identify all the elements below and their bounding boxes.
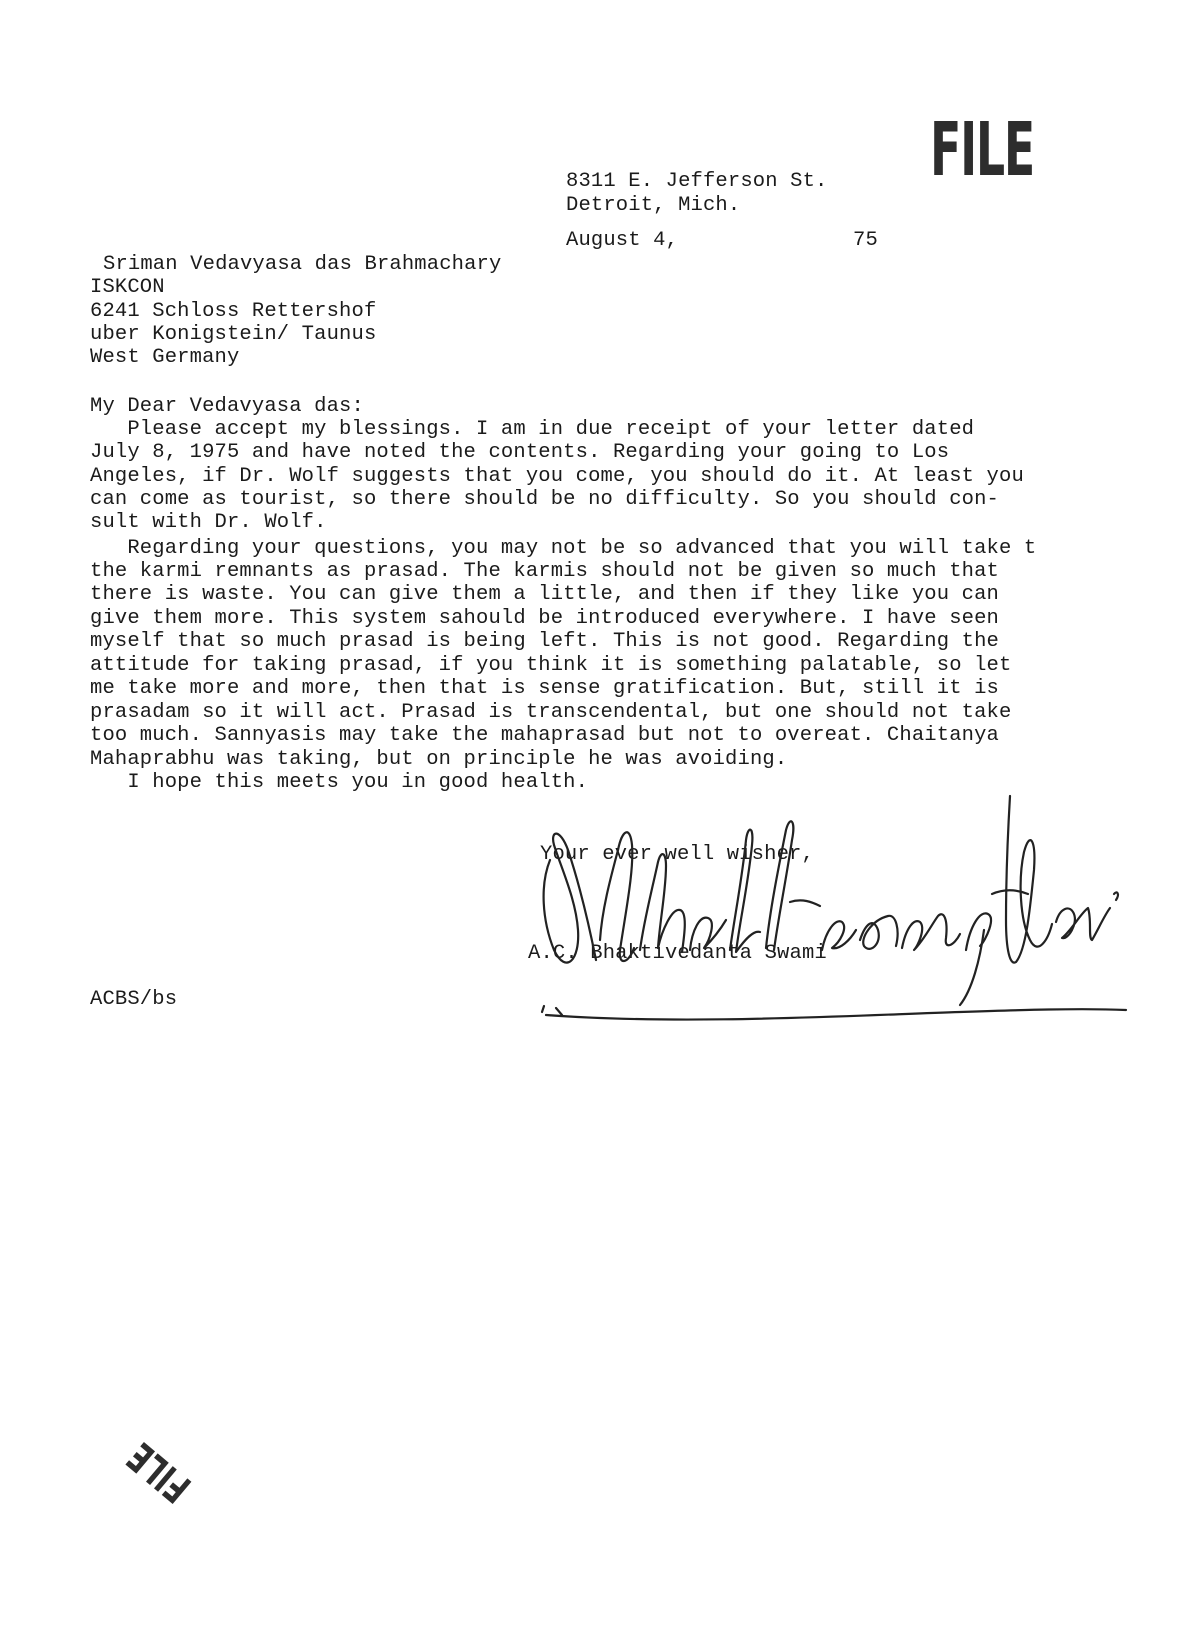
recipient-name: Sriman Vedavyasa das Brahmachary (103, 253, 502, 276)
recipient-line-5: West Germany (90, 346, 240, 369)
body-line: I hope this meets you in good health. (90, 771, 589, 794)
body-line: can come as tourist, so there should be no difficulty. So you should con- (90, 488, 999, 511)
body-line: attitude for taking prasad, if you think it is something palatable, so let (90, 654, 1012, 677)
sender-address-line-1: 8311 E. Jefferson St. (566, 170, 828, 193)
handwritten-signature (540, 790, 1130, 1070)
body-line: give them more. This system sahould be introduced everywhere. I have seen (90, 607, 999, 630)
reference-initials: ACBS/bs (90, 988, 178, 1011)
salutation: My Dear Vedavyasa das: (90, 395, 364, 418)
body-line: too much. Sannyasis may take the mahaprasad but not to overeat. Chaitanya (90, 724, 999, 747)
body-line: there is waste. You can give them a little, and then if they like you can (90, 583, 999, 606)
body-line: prasadam so it will act. Prasad is transcendental, but one should not take (90, 701, 1012, 724)
body-line: Please accept my blessings. I am in due receipt of your letter dated (90, 418, 975, 441)
letter-date: August 4, (566, 229, 679, 252)
body-line: Mahaprabhu was taking, but on principle he was avoiding. (90, 748, 788, 771)
body-line: Regarding your questions, you may not be so advanced that you will take t (90, 537, 1037, 560)
sender-address-line-2: Detroit, Mich. (566, 194, 741, 217)
body-line: Angeles, if Dr. Wolf suggests that you come, you should do it. At least you (90, 465, 1024, 488)
body-line: myself that so much prasad is being left. This is not good. Regarding the (90, 630, 999, 653)
file-stamp-rotated: FILE (119, 1433, 200, 1511)
recipient-line-4: uber Konigstein/ Taunus (90, 323, 377, 346)
letter-date-year: 75 (853, 229, 878, 252)
recipient-line-3: 6241 Schloss Rettershof (90, 300, 377, 323)
file-stamp: FILE (930, 107, 1035, 193)
body-line: the karmi remnants as prasad. The karmis should not be given so much that (90, 560, 999, 583)
recipient-line-2: ISKCON (90, 276, 165, 299)
signatory-name: A.C. Bhaktivedanta Swami (528, 942, 827, 965)
body-line: July 8, 1975 and have noted the contents. Regarding your going to Los (90, 441, 950, 464)
closing: Your ever well wisher, (540, 843, 814, 866)
body-line: sult with Dr. Wolf. (90, 511, 327, 534)
body-line: me take more and more, then that is sense gratification. But, still it is (90, 677, 999, 700)
